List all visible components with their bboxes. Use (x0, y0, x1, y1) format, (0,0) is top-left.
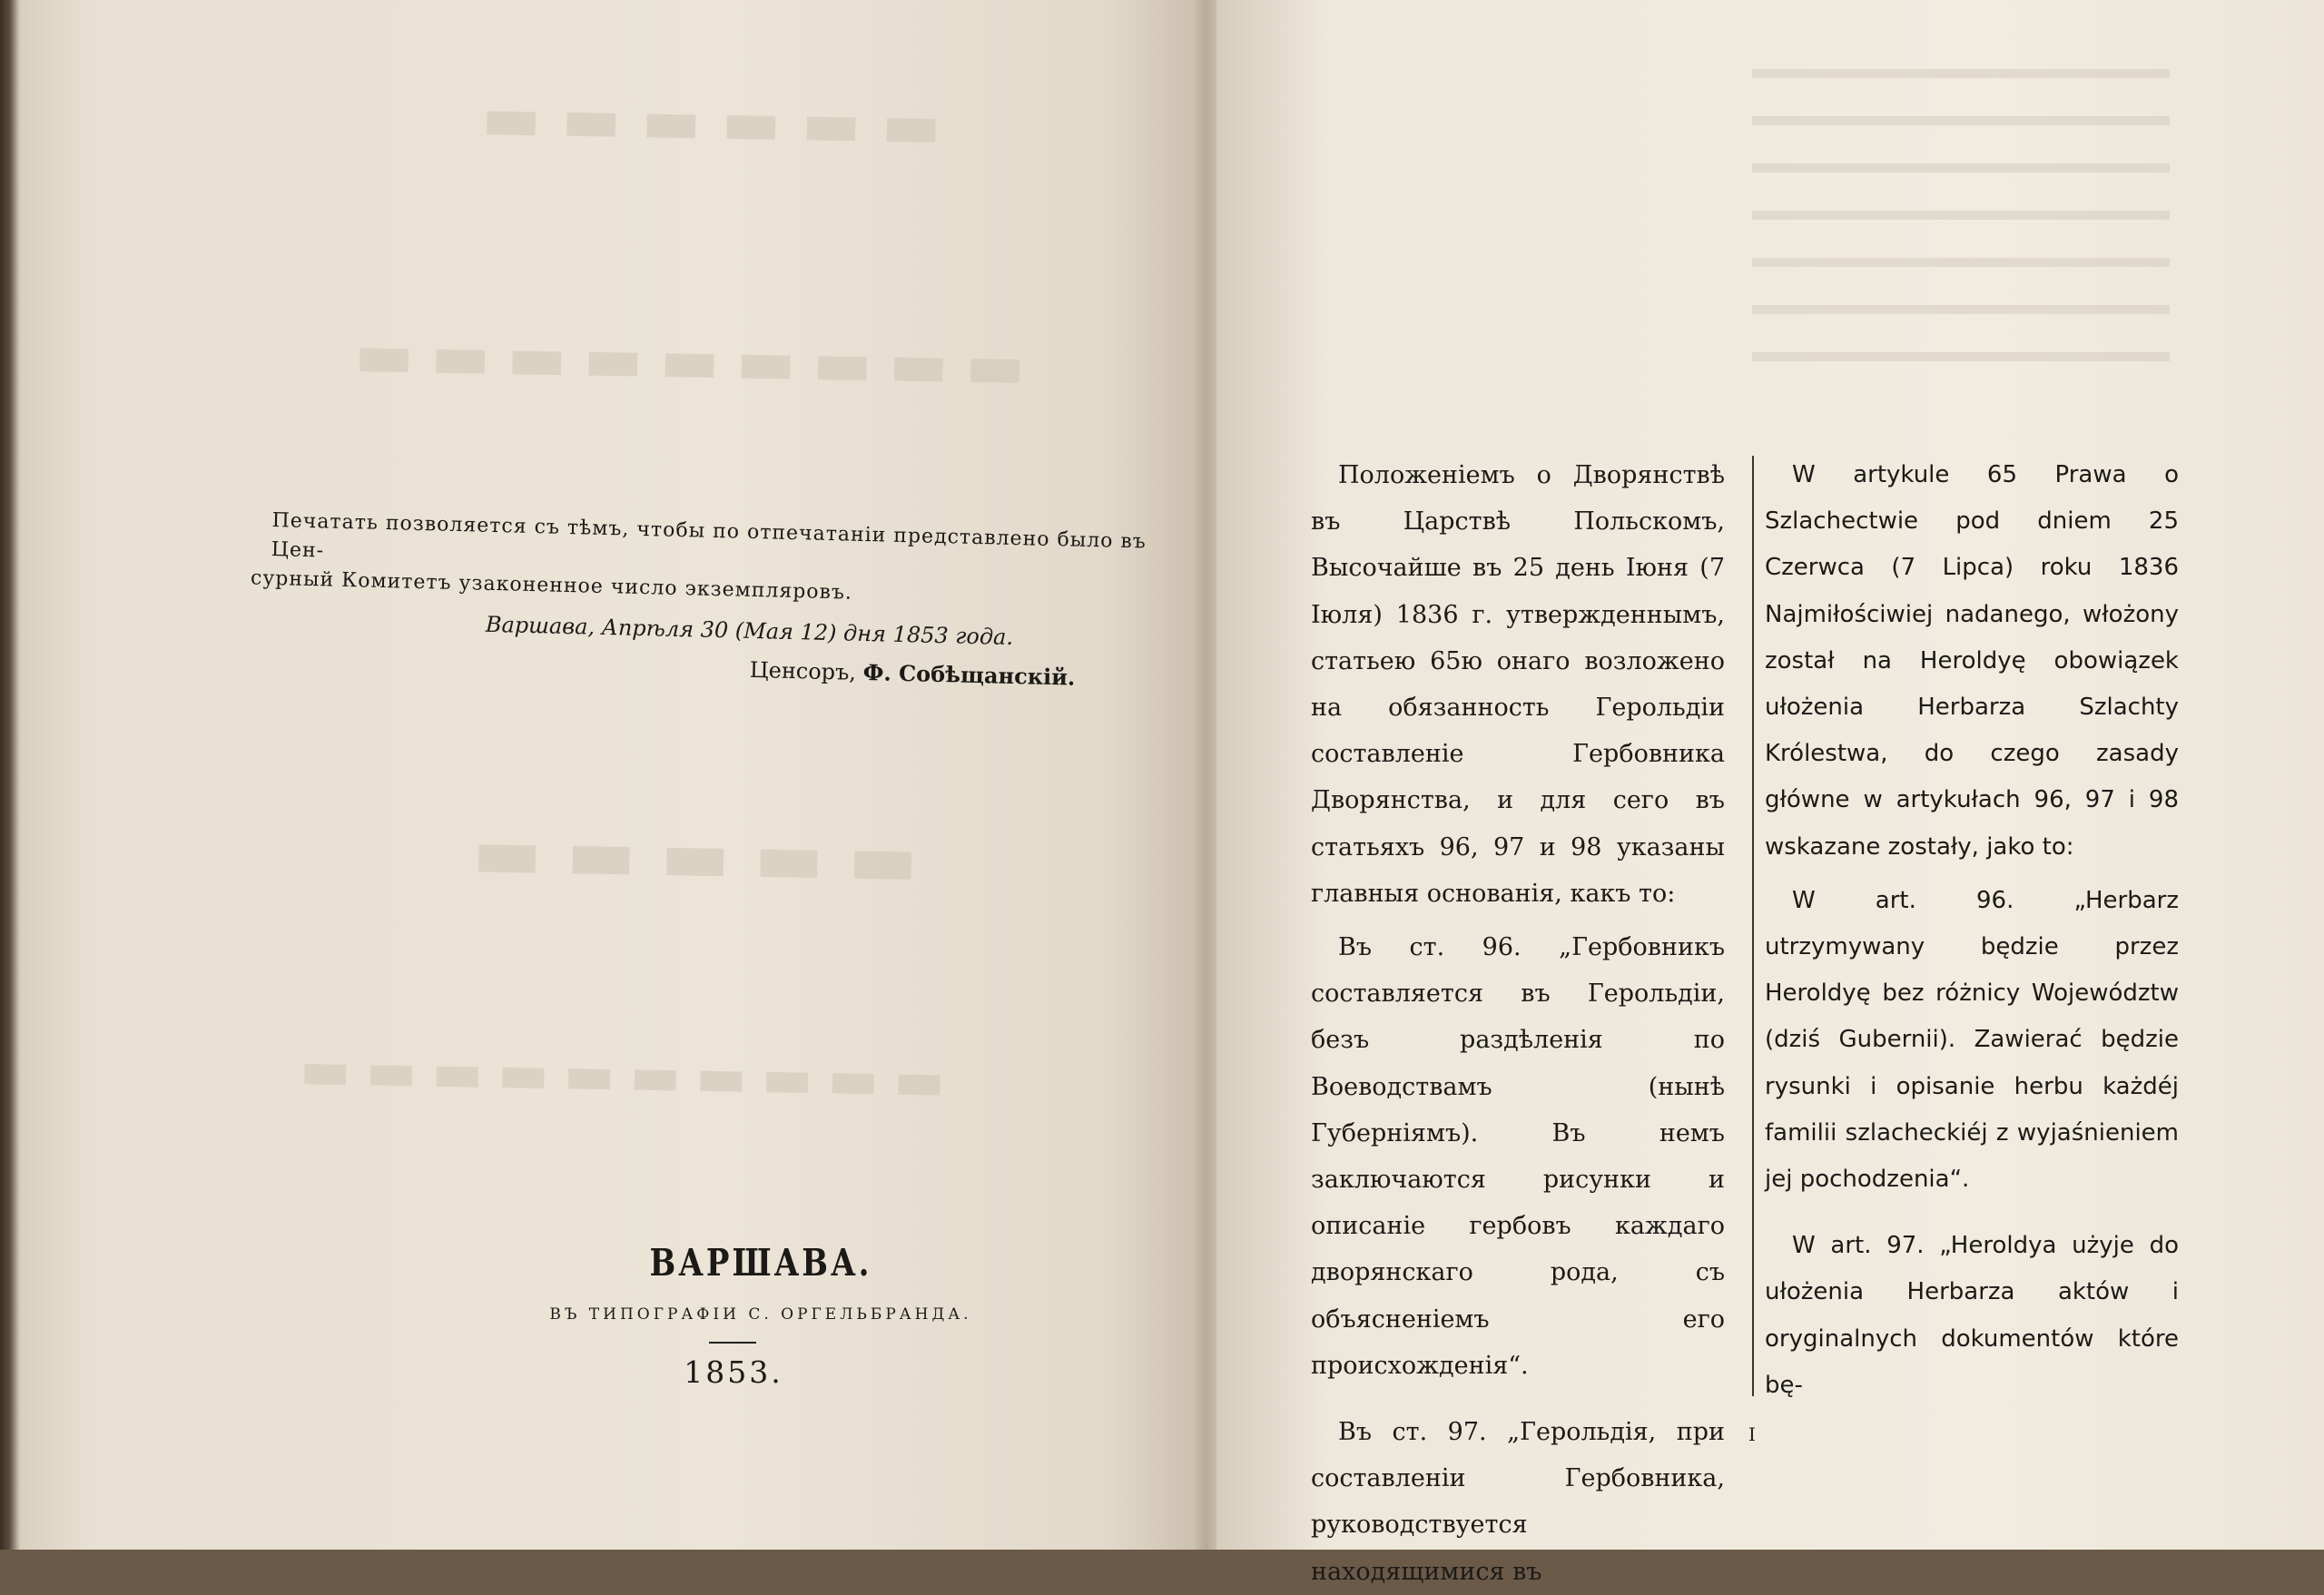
polish-column (1765, 452, 2179, 1409)
divider-rule (709, 1342, 756, 1344)
censor-label: Ценсоръ, (749, 656, 857, 685)
place-date: Варшава, Апрѣля 30 (Мая 12) дня 1853 года. (485, 611, 1014, 650)
paragraph: Положеніемъ о Дворянствѣ въ Царствѣ Польскомъ, Высочайше въ 25 день Іюня (7 Іюля) 1836 г. утвержденнымъ, статьею 65ю онаго возложено на обязанность Герольдіи составленіе Гербовника Дворянства, и для сего въ статьяхъ 96, 97 и 98 указаны главныя основанія, какъ то: (1311, 461, 1725, 908)
imprint-line: сурный Комитетъ узаконенное число экземпляровъ. (250, 566, 853, 605)
printer-line: ВЪ ТИПОГРАФІИ С. ОРГЕЛЬБРАНДА. (549, 1305, 972, 1324)
russian-column (1311, 452, 1725, 1595)
censor-name: Ф. Собѣщанскій. (862, 658, 1076, 691)
paragraph: Въ ст. 96. „Гербовникъ составляется въ Герольдіи, безъ раздѣленія по Воеводствамъ (нынѣ Губерніямъ). Въ немъ заключаются рисунки и описаніе гербовъ каждаго дворянскаго рода, съ объясненіемъ его происхожденія“. (1311, 933, 1725, 1380)
paragraph: W art. 97. „Heroldya użyje do ułożenia Herbarza aktów i oryginalnych dokumentów które bę- (1765, 1232, 2179, 1399)
show-through-decoration: ▬▬▬▬▬▬ (480, 79, 962, 163)
page-number: I (1748, 1423, 1756, 1445)
censorship-imprint (250, 507, 1162, 693)
paragraph: W artykule 65 Prawa o Szlachectwie pod dniem 25 Czerwca (7 Lipca) roku 1836 Najmiłościwiej nadanego, włożony został na Heroldyę obowiązek ułożenia Herbarza Szlachty Królestwa, do czego zasady główne w artykułach 96, 97 i 98 wskazane zostały, jako to: (1765, 461, 2179, 861)
show-through-decoration: ▬▬▬▬▬ (471, 808, 943, 904)
show-through-decoration: ▬▬▬▬▬▬▬▬▬▬ (299, 1038, 960, 1114)
show-through-decoration: ▬▬▬▬▬▬▬▬▬ (353, 316, 1042, 404)
paragraph: Въ ст. 97. „Герольдія, при составленіи Гербовника, руководствуется находящимися въ (1311, 1418, 1725, 1586)
paragraph: W art. 96. „Herbarz utrzymywany będzie przez Heroldyę bez różnicy Województw (dziś Gubernii). Zawierać będzie rysunki i opisanie herbu każdéj familii szlacheckiéj z wyjaśnieniem jej pochodzenia“. (1765, 886, 2179, 1194)
imprint-line: Печатать позволяется съ тѣмъ, чтобы по отпечатаніи представлено было въ Цен- (271, 508, 1147, 563)
publication-year: 1853. (684, 1354, 783, 1390)
publication-city: ВАРШАВА. (649, 1242, 872, 1285)
show-through-decoration (1752, 36, 2170, 381)
column-divider (1752, 456, 1754, 1396)
